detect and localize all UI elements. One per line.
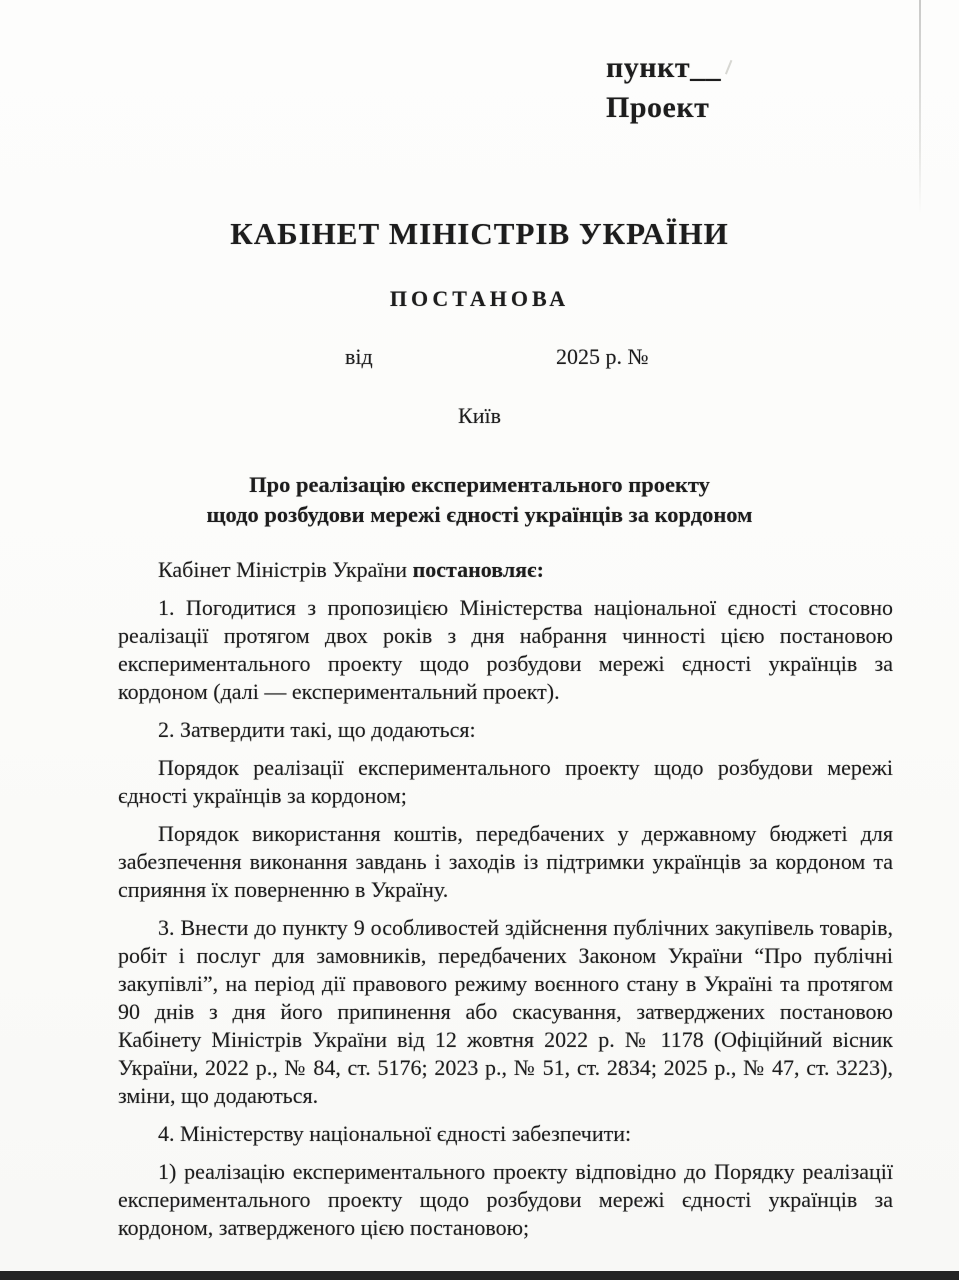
corner-annotations xyxy=(606,48,721,128)
date-prefix: від xyxy=(345,344,373,369)
draft-label: Проект xyxy=(606,91,710,124)
paragraph-5: 3. Внести до пункту 9 особливостей здійснення публічних закупівель товарів, робіт і послуг для замовників, передбачених Законом України “Про публічні закупівлі”, на період дії правового режиму воєнного стану в Україні та протягом 90 днів з дня його припинення або скасування, затверджених постановою Кабінету Міністрів України від 12 жовтня 2022 р. № 1178 (Офіційний вісник України, 2022 р., № 84, ст. 5176; 2023 р., № 51, ст. 2834; 2025 р., № 47, ст. 3223), зміни, що додаються. xyxy=(118,915,893,1108)
bottom-bar xyxy=(0,1271,959,1280)
corner-note: пункт__ xyxy=(606,51,722,84)
city-label: Київ xyxy=(458,403,501,428)
paragraph-2: 2. Затвердити такі, що додаються: xyxy=(158,717,476,742)
preamble-verb: постановляє: xyxy=(412,557,544,582)
paragraph-1: 1. Погодитися з пропозицією Міністерства національної єдності стосовно реалізації протягом двох років з дня набрання чинності цією постановою експериментального проекту щодо розбудови мережі єдності українців за кордоном (далі — експериментальний проект). xyxy=(118,595,893,704)
doc-type-heading: ПОСТАНОВА xyxy=(389,286,570,311)
paragraph-3: Порядок реалізації експериментального проекту щодо розбудови мережі єдності українців за кордоном; xyxy=(118,755,893,808)
scan-artifact-line xyxy=(919,0,921,215)
org-title: КАБІНЕТ МІНІСТРІВ УКРАЇНИ xyxy=(230,216,729,251)
preamble xyxy=(118,556,893,584)
doc-title-line-1: Про реалізацію експериментального проекту xyxy=(249,472,710,497)
doc-title-line-2: щодо розбудови мережі єдності українців за кордоном xyxy=(206,502,753,527)
date-row xyxy=(0,344,959,374)
paragraph-7: 1) реалізацію експериментального проекту відповідно до Порядку реалізації експериментального проекту щодо розбудови мережі єдності українців за кордоном, затвердженого цією постановою; xyxy=(118,1159,893,1240)
document-body xyxy=(118,556,893,1242)
date-value: 2025 р. № xyxy=(556,344,649,369)
doc-title xyxy=(0,470,959,530)
paragraph-6: 4. Міністерству національної єдності забезпечити: xyxy=(158,1121,632,1146)
preamble-text: Кабінет Міністрів України xyxy=(158,557,413,582)
paragraph-4: Порядок використання коштів, передбачених у державному бюджеті для забезпечення виконання завдань і заходів із підтримки українців за кордоном та сприяння їх поверненню в Україну. xyxy=(118,821,893,902)
